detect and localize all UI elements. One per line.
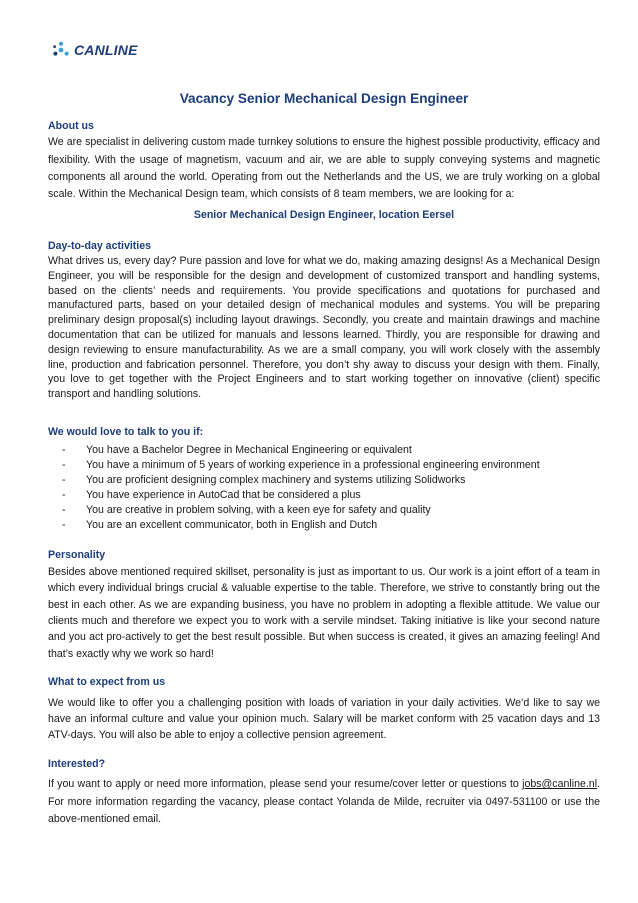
logo-mark-icon: [52, 41, 70, 59]
requirements-section: [48, 424, 600, 533]
personality-heading: Personality: [48, 549, 106, 562]
interested-text-after: . For more information regarding the vacancy, please contact Yolanda de Milde, recruiter via 0497-531100 or use the above-mentioned email.: [48, 778, 600, 826]
page-title: Vacancy Senior Mechanical Design Engineer: [179, 91, 469, 106]
list-item: - You are creative in problem solving, with a keen eye for safety and quality: [62, 503, 600, 518]
list-item: - You have a Bachelor Degree in Mechanical Engineering or equivalent: [62, 443, 600, 458]
interested-text: [48, 776, 600, 829]
list-item: - You are an excellent communicator, both in English and Dutch: [62, 518, 600, 533]
list-item: - You have a minimum of 5 years of working experience in a professional engineering environment: [62, 458, 600, 473]
interested-section: [48, 756, 600, 829]
about-section: [48, 118, 600, 224]
about-text: We are specialist in delivering custom made turnkey solutions to ensure the highest possible productivity, efficacy and flexibility. With the usage of magnetism, vacuum and air, we are able to supply conveying systems and magnetic components all around the world. Operating from out the Netherlands and the US, we are truly working on a global scale. Within the Mechanical Design team, which consists of 8 team members, we are looking for a:: [48, 136, 600, 201]
position-line: Senior Mechanical Design Engineer, location Eersel: [193, 209, 455, 222]
expect-section: [48, 674, 600, 744]
activities-text: What drives us, every day? Pure passion and love for what we do, making amazing designs! As a Mechanical Design Engineer, you will be responsible for the design and development of customized transport and handling systems, based on the clients’ needs and requirements. You provide specifications and quotations for purchased and manufactured parts, based on your detailed design of mechanical modules and systems. You will be preparing preliminary design proposal(s) including layout drawings. Secondly, you create and maintain drawings and machine documentation that can be utilized for manuals and lessons learned. Thirdly, you are responsible for drawing and design reviewing to ensure manufacturability. As we are a small company, you will work closely with the assembly line, production and fabrication personnel. Therefore, you don’t shy away to discuss your design with them. Finally, you love to get together with the Project Engineers and to start working together on innovative (client) specific transport and handling solutions.: [48, 255, 600, 401]
logo-wordmark: CANLINE: [74, 42, 138, 58]
list-item: - You are proficient designing complex machinery and systems utilizing Solidworks: [62, 473, 600, 488]
requirements-list: [48, 443, 600, 533]
company-logo: [52, 40, 138, 60]
about-heading: About us: [48, 120, 94, 132]
interested-heading: Interested?: [48, 757, 106, 770]
expect-heading: What to expect from us: [48, 676, 166, 689]
email-link[interactable]: jobs@canline.nl: [522, 778, 598, 791]
activities-section: [48, 238, 600, 402]
list-item: - You have experience in AutoCad that be considered a plus: [62, 488, 600, 503]
interested-text-before: If you want to apply or need more information, please send your resume/cover letter or questions to: [48, 778, 519, 791]
activities-heading: Day-to-day activities: [48, 239, 152, 252]
personality-section: [48, 547, 600, 662]
requirements-heading: We would love to talk to you if:: [48, 426, 204, 438]
personality-text: Besides above mentioned required skillset, personality is just as important to us. Our work is a joint effort of a team in which every individual brings crucial & valuable expertise to the table. Therefore, we strive to constantly bring out the best in each other. As we are expanding business, you have no problem in adopting a flexible attitude. We value our clients much and therefore we expect you to work with a servile mindset. Taking initiative is like your second nature and you act pro-actively to get the best result possible. But when success is created, it gives an amazing feeling! And that’s exactly why we work so hard!: [48, 565, 600, 660]
expect-text: We would like to offer you a challenging position with loads of variation in your daily activities. We’d like to say we have an informal culture and value your opinion much. Salary will be market conform with 25 vacation days and 13 ATV-days. You will also be able to enjoy a collective pension agreement.: [48, 696, 600, 742]
vacancy-content: [48, 90, 600, 829]
